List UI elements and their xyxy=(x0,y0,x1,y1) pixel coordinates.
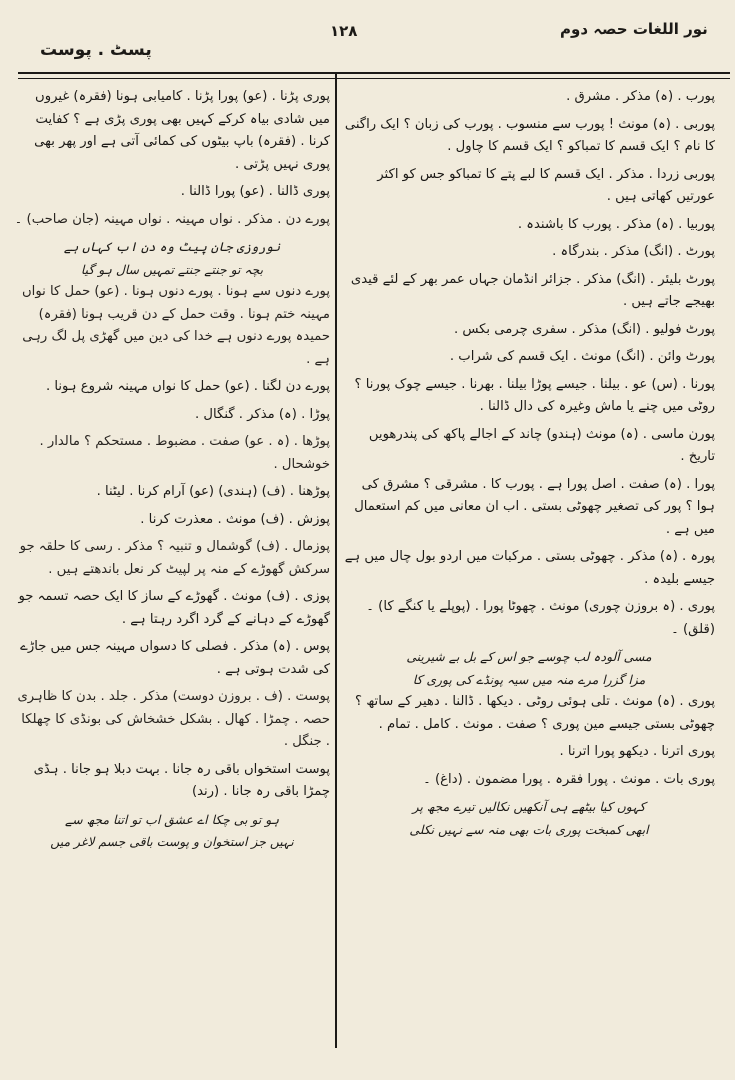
dictionary-entry: پوڑا . (ہ) مذکر . گنگال . xyxy=(195,406,330,422)
dictionary-entry: پوری ڈالنا . (عو) پورا ڈالنا . xyxy=(180,184,330,199)
header-rule xyxy=(18,72,730,74)
verse-line: بچہ تو جنتے جنتے تمہیں سال ہو گیا xyxy=(80,261,264,277)
dictionary-entry: پوربیا . (ہ) مذکر . پورب کا باشندہ . xyxy=(517,216,715,232)
dictionary-entry: پورے دنوں سے ہونا . پورے دنوں ہونا . (عو) حمل کا نواں مہینہ ختم ہونا . وقت حمل کے دن قریب ہونا (فقرہ) حمیدہ پورے دنوں ہے خدا کی دین میں گھڑی پل لگ رہی ہے . xyxy=(21,284,330,367)
book-title: نور اللغات حصہ دوم xyxy=(560,20,708,38)
dictionary-entry: پوزمال . (ف) گوشمال و تنبیہ ؟ مذکر . رسی کا حلقہ جو سرکش گھوڑے کے منہ پر لپیٹ کر نعل باندھتے ہیں . xyxy=(19,539,330,577)
dictionary-entry: پورہ . (ہ) مذکر . چھوٹی بستی . مرکبات میں اردو بول چال میں ہے جیسے بلیدہ . xyxy=(344,549,715,587)
dictionary-entry: پورا . (ہ) صفت . اصل پورا ہے . پورب کا . مشرقی ؟ مشرق کی ہوا ؟ پور کی تصغیر چھوٹی بستی . اب ان معانی میں کم استعمال میں ہے . xyxy=(354,476,715,537)
dictionary-entry: پوزش . (ف) مونث . معذرت کرنا . xyxy=(140,511,330,527)
dictionary-entry: پورے دن لگنا . (عو) حمل کا نواں مہینہ شروع ہونا . xyxy=(45,379,330,394)
dictionary-entry: پوربی زردا . مذکر . ایک قسم کا لبے پتے کا تمباکو جس کو اکثر عورتیں کھاتی ہیں . xyxy=(377,166,715,204)
dictionary-entry: پورنا . (س) عو . بیلنا . جیسے پوڑا بیلنا . بھرنا . جیسے چوک پورنا ؟ روٹی میں چنے یا ماش وغیرہ کی دال ڈالنا . xyxy=(354,376,715,414)
dictionary-entry: پوڑھنا . (ف) (ہندی) (عو) آرام کرنا . لیٹنا . xyxy=(96,484,330,499)
dictionary-entry: پورٹ . (انگ) مذکر . بندرگاہ . xyxy=(552,244,715,259)
verse-line: ہو تو بی چکا اے عشق اب تو اتنا مجھ سے xyxy=(65,811,279,827)
verse-line: نوروزی جان پیٹ وہ دن اب کہاں ہے xyxy=(63,239,281,254)
dictionary-entry: پورن ماسی . (ہ) مونث (ہندو) چاند کے اجالے پاکھ کی پندرھویں تاریخ . xyxy=(368,426,715,464)
right-column xyxy=(343,86,715,841)
verse-line: مسی آلودہ لب چوسے جو اس کے بل بے شیرینی xyxy=(406,649,652,664)
left-column xyxy=(14,86,330,854)
dictionary-entry: پوری . (ہ بروزن چوری) مونث . چھوٹا پورا . (پوپلے یا کنگے کا) ۔ (قلق) ۔ xyxy=(366,599,715,637)
dictionary-entry: پورے دن . مذکر . نواں مہینہ . نواں مہینہ (جان صاحب) ۔ xyxy=(14,211,330,227)
dictionary-entry: پوس . (ہ) مذکر . فصلی کا دسواں مہینہ جس میں جاڑے کی شدت ہوتی ہے . xyxy=(20,639,330,677)
header-guide-words: پسٹ . پوست xyxy=(40,40,152,60)
dictionary-entry: پورب . (ہ) مذکر . مشرق . xyxy=(566,89,715,104)
dictionary-entry: پوری پڑنا . (عو) پورا پڑنا . کامیابی ہونا (فقرہ) غیروں میں شادی بیاہ کرکے کہیں بھی پوری پڑی ہے ؟ کفایت کرنا . (فقرہ) باپ بیٹوں کی کمائی آتی ہے اور پھر بھی پوری نہیں پڑتی . xyxy=(34,89,330,172)
page-number: ۱۲۸ xyxy=(330,22,358,40)
dictionary-entry: پوزی . (ف) مونث . گھوڑے کے ساز کا ایک حصہ تسمہ جو گھوڑے کے دہانے کے گرد اگرد رہتا ہے . xyxy=(18,589,330,627)
dictionary-entry: پوست استخواں باقی رہ جانا . بہت دبلا ہو جانا . ہڈی چمڑا باقی رہ جانا . (رند) xyxy=(33,761,330,799)
dictionary-entry: پوری . (ہ) مونث . تلی ہوئی روٹی . دیکھا . ڈالنا . دھیر کے ساتھ ؟ چھوٹی بستی جیسے مین پوری ؟ صفت . مونث . کامل . تمام . xyxy=(355,694,715,732)
verse-line: ابھی کمبخت پوری بات بھی منہ سے نہیں نکلی xyxy=(409,821,649,837)
header-rule-thin xyxy=(18,78,730,79)
verse-line: مزا گزرا مرے منہ میں سیہ پونڈے کی پوری کا xyxy=(412,671,646,687)
dictionary-entry: پورٹ وائن . (انگ) مونث . ایک قسم کی شراب . xyxy=(449,349,715,364)
dictionary-entry: پوربی . (ہ) مونث ! پورب سے منسوب . پورب کی زبان ؟ ایک راگنی کا نام ؟ ایک قسم کا تمباکو ؟ ایک قسم کا چاول . xyxy=(344,116,715,154)
dictionary-entry: پوری اترنا . دیکھو پورا اترنا . xyxy=(559,744,715,759)
verse-line: کہوں کیا بیٹھے ہی آنکھیں نکالیں تیرے مجھ پر xyxy=(412,799,646,814)
verse-line: نہیں جز استخوان و پوست باقی جسم لاغر میں xyxy=(50,834,294,849)
dictionary-entry: پوست . (ف . بروزن دوست) مذکر . جلد . بدن کا ظاہری حصہ . چمڑا . کھال . بشکل خشخاش کی بونڈی کا چھلکا . جنگل . xyxy=(17,689,330,749)
dictionary-entry: پورٹ فولیو . (انگ) مذکر . سفری چرمی بکس . xyxy=(453,321,715,337)
dictionary-entry: پوری بات . مونث . پورا فقرہ . پورا مضمون . (داغ) ۔ xyxy=(423,771,715,787)
column-divider xyxy=(335,74,337,1048)
dictionary-entry: پورٹ بلیئر . (انگ) مذکر . جزائر انڈمان جہاں عمر بھر کے لئے قیدی بھیجے جاتے ہیں . xyxy=(350,271,715,309)
dictionary-entry: پوڑھا . (ہ . عو) صفت . مضبوط . مستحکم ؟ مالدار . خوشحال . xyxy=(39,434,330,472)
